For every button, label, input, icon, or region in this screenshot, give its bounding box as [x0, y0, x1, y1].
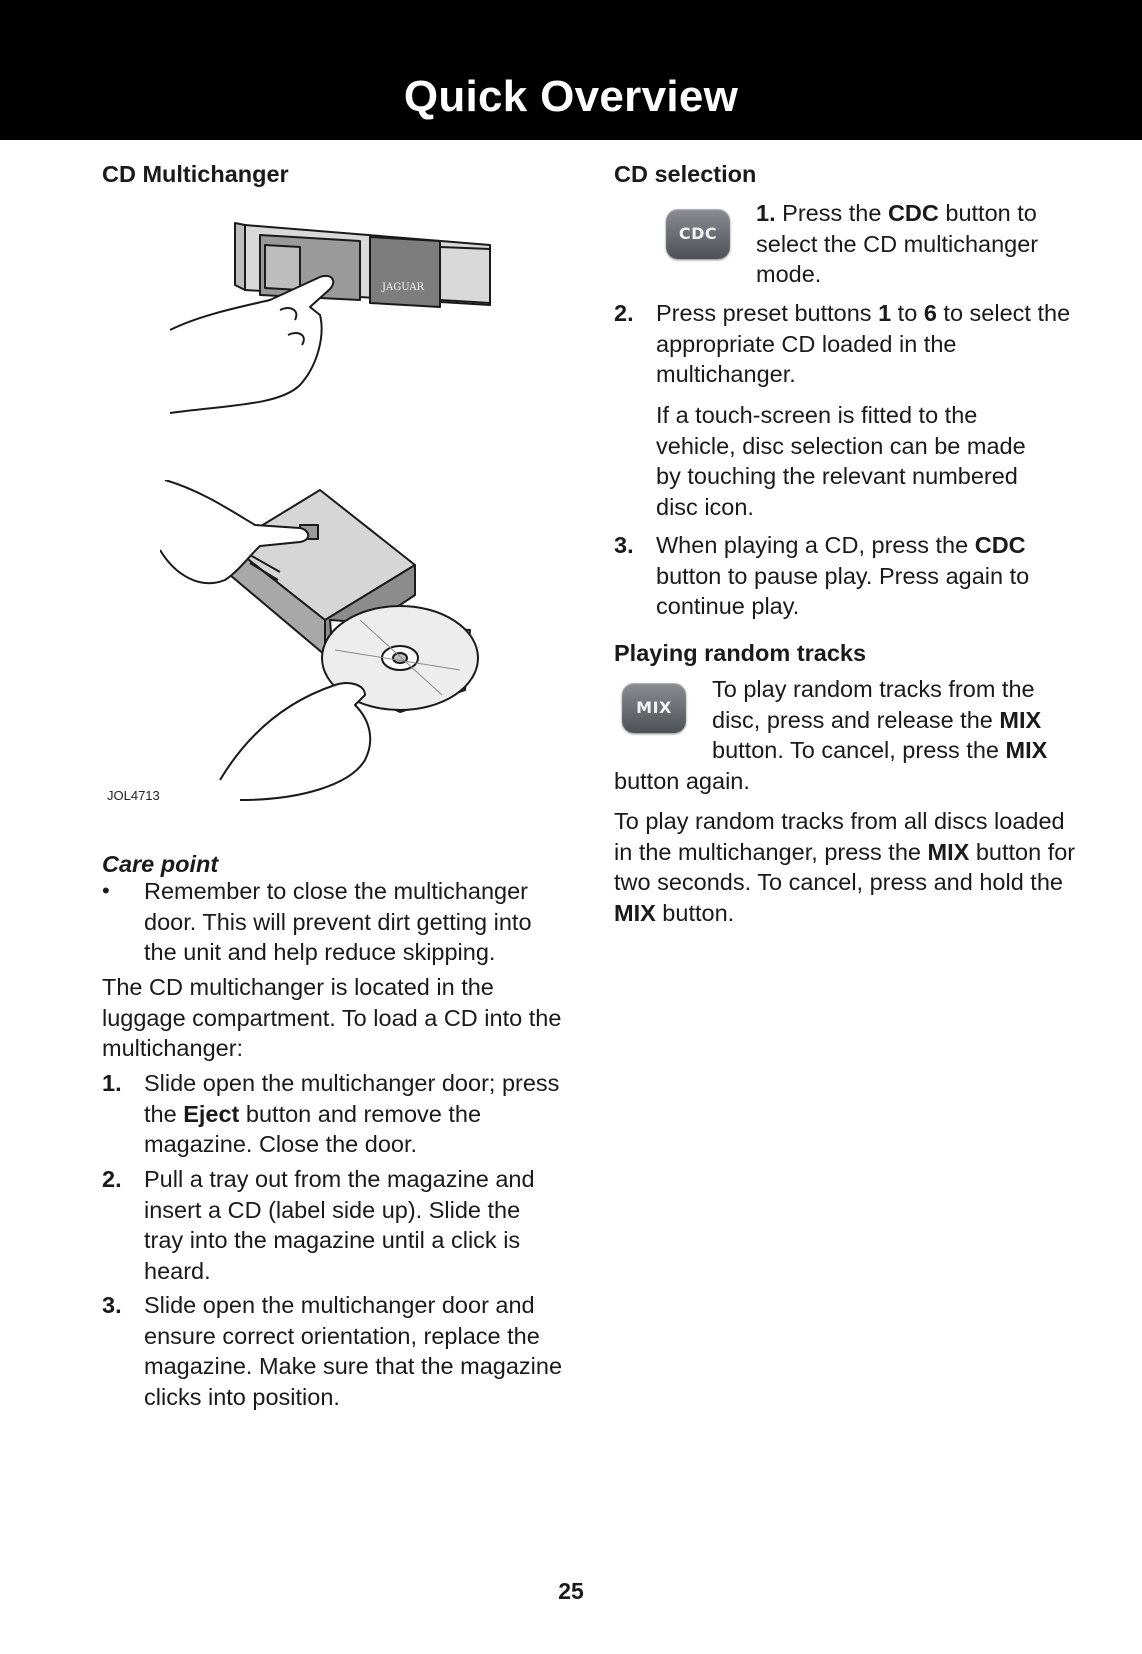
care-point-text: Remember to close the multichanger door. This will prevent dirt getting into the unit and help reduce skipping.	[144, 878, 532, 965]
load-step-2: Pull a tray out from the magazine and insert a CD (label side up). Slide the tray into the magazine until a click is heard.	[144, 1166, 535, 1284]
magazine-loading-illustration	[160, 480, 510, 810]
select-step-2: Press preset buttons 1 to 6 to select the appropriate CD loaded in the multichanger.	[656, 300, 1071, 387]
step-number: 2.	[614, 300, 634, 326]
jaguar-badge: JAGUAR	[382, 282, 425, 293]
multichanger-door-illustration	[170, 215, 500, 435]
intro-paragraph: The CD multichanger is located in the luggage compartment. To load a CD into the multichanger:	[102, 974, 562, 1061]
cdc-button-icon: CDC	[666, 209, 730, 259]
step-number: 3.	[102, 1292, 122, 1318]
page-title: Quick Overview	[403, 72, 739, 121]
step-number: 2.	[102, 1166, 122, 1192]
load-step-1: Slide open the multichanger door; press the Eject button and remove the magazine. Close the door.	[144, 1070, 560, 1157]
step-number: 3.	[614, 532, 634, 558]
section-heading-cd-selection: CD selection	[614, 161, 757, 187]
select-step-3: When playing a CD, press the CDC button to pause play. Press again to continue play.	[656, 532, 1030, 619]
random-tracks-heading: Playing random tracks	[614, 640, 867, 666]
care-point-heading: Care point	[102, 851, 219, 877]
mix-button-icon: MIX	[622, 683, 686, 733]
page-header	[0, 0, 1142, 140]
page-number: 25	[558, 1578, 584, 1604]
step-number: 1.	[102, 1070, 122, 1096]
select-step-1: 1. Press the CDC button to select the CD multichanger mode.	[756, 200, 1039, 287]
random-all-discs-paragraph: To play random tracks from all discs loaded in the multichanger, press the MIX button for two seconds. To cancel, press and hold the MIX button.	[614, 808, 1076, 926]
touch-screen-note: If a touch-screen is fitted to the vehicle, disc selection can be made by touching the relevant numbered disc icon.	[656, 402, 1026, 520]
section-heading-cd-multichanger: CD Multichanger	[102, 161, 289, 187]
load-step-3: Slide open the multichanger door and ensure correct orientation, replace the magazine. Make sure that the magazine clicks into position.	[144, 1292, 563, 1410]
bullet-glyph: •	[102, 878, 110, 903]
random-disc-paragraph: To play random tracks from the disc, press and release the MIX button. To cancel, press the MIX button again.	[614, 676, 1048, 794]
figure-code: JOL4713	[107, 788, 160, 803]
